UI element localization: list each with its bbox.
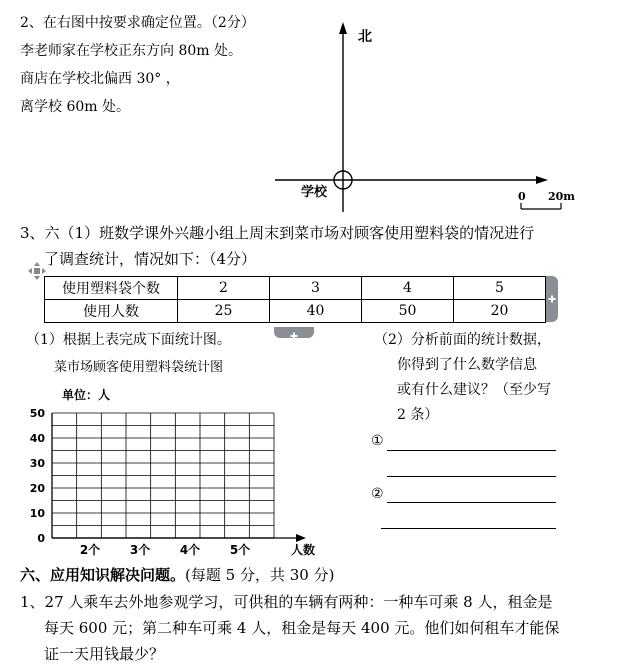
part1-text: （1）根据上表完成下面统计图。: [26, 332, 231, 348]
row2-header: 使用人数: [45, 300, 178, 323]
q2-line1: 李老师家在学校正东方向 80m 处。: [20, 43, 242, 59]
y-tick-label: 50: [29, 407, 45, 420]
y-tick-label: 20: [29, 482, 45, 495]
bar-chart-grid: [0, 395, 360, 565]
north-label: 北: [358, 29, 372, 45]
chart-unit-label: 单位：人: [62, 388, 111, 402]
x-tick-label: 2个: [79, 543, 101, 557]
answer1-line1[interactable]: [387, 450, 556, 451]
x-axis-label: 人数: [290, 543, 316, 557]
section6-note: (每题 5 分，共 30 分): [185, 566, 335, 584]
survey-table: [44, 276, 546, 323]
section6-heading: [20, 566, 334, 585]
y-tick-label: 0: [37, 532, 45, 545]
y-tick-label: 10: [29, 507, 45, 520]
x-tick-label: 3个: [129, 543, 151, 557]
part2-line1: （2）分析前面的统计数据，: [374, 332, 551, 348]
q2-line3: 离学校 60m 处。: [20, 99, 130, 115]
q3-title-line2: 了调查统计，情况如下：（4分）: [44, 250, 257, 268]
q2-title: 2、在右图中按要求确定位置。（2分）: [20, 15, 255, 31]
table-row: [45, 300, 546, 323]
q3-title-line1: 3、六（1）班数学课外兴趣小组上周末到菜市场对顾客使用塑料袋的情况进行: [20, 224, 535, 242]
answer1-marker: ①: [371, 433, 384, 449]
y-tick-label: 40: [29, 432, 45, 445]
scale-zero: 0: [518, 190, 526, 203]
part2-line2: 你得到了什么数学信息: [397, 357, 537, 373]
part2-line4: 2 条）: [397, 407, 439, 423]
answer2-line2[interactable]: [381, 528, 556, 529]
table-cell: 2: [178, 277, 270, 300]
answer2-line1[interactable]: [387, 502, 556, 503]
q2-line2: 商店在学校北偏西 30° ，: [20, 71, 180, 87]
chart-title: 菜市场顾客使用塑料袋统计图: [54, 360, 224, 375]
add-row-handle[interactable]: [274, 327, 314, 338]
add-row-icon: [274, 331, 314, 342]
east-arrow-icon: [536, 176, 548, 184]
table-cell: 20: [454, 300, 546, 323]
north-arrow-icon: [339, 22, 347, 34]
x-tick-label: 4个: [179, 543, 201, 557]
add-column-handle[interactable]: [546, 276, 558, 322]
row1-header: 使用塑料袋个数: [45, 277, 178, 300]
table-cell: 40: [270, 300, 362, 323]
add-column-icon: [546, 276, 558, 322]
table-cell: 3: [270, 277, 362, 300]
section6-title: 六、应用知识解决问题。: [20, 566, 186, 584]
table-cell: 25: [178, 300, 270, 323]
y-tick-label: 30: [29, 457, 45, 470]
x-tick-label: 5个: [229, 543, 251, 557]
part2-line3: 或有什么建议？（至少写: [397, 382, 551, 398]
table-cell: 50: [362, 300, 454, 323]
table-cell: 5: [454, 277, 546, 300]
scale-length: 20m: [548, 190, 575, 203]
x-axis-arrow-icon: [296, 534, 306, 542]
s6-q1-line3: 证一天用钱最少？: [44, 645, 165, 663]
school-label: 学校: [301, 185, 328, 200]
answer1-line2[interactable]: [387, 476, 556, 477]
s6-q1-line2: 每天 600 元；第二种车可乘 4 人，租金是每天 400 元。他们如何租车才能保: [44, 619, 560, 637]
table-cell: 4: [362, 277, 454, 300]
answer2-marker: ②: [371, 486, 384, 502]
table-row: [45, 277, 546, 300]
s6-q1-line1: 1、27 人乘车去外地参观学习，可供租的车辆有两种：一种车可乘 8 人，租金是: [20, 593, 553, 611]
